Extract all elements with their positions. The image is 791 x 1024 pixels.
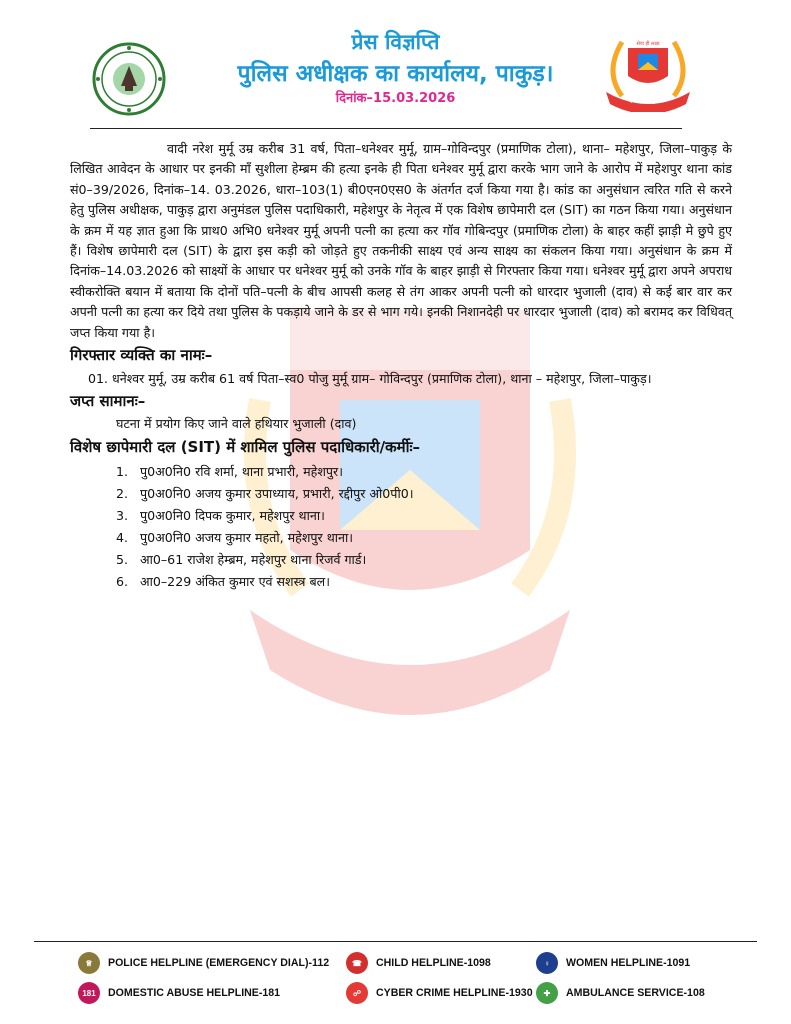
press-release-title: प्रेस विज्ञप्ति xyxy=(351,30,440,54)
seized-heading: जप्त सामानः– xyxy=(70,392,146,411)
cyber-icon: ☍ xyxy=(346,982,368,1004)
press-release-body xyxy=(70,139,732,593)
team-member: 4. पु0अ0नि0 अजय कुमार महतो, महेशपुर थाना। xyxy=(116,529,354,545)
women-icon: ♀ xyxy=(536,952,558,974)
sit-team-heading: विशेष छापेमारी दल (SIT) में शामिल पुलिस पदाधिकारी/कर्मीः– xyxy=(70,437,420,456)
helpline-police: ♕ POLICE HELPLINE (EMERGENCY DIAL)-112 xyxy=(78,952,329,974)
office-title: पुलिस अधीक्षक का कार्यालय, पाकुड़। xyxy=(237,61,554,87)
sit-team-list xyxy=(116,461,732,593)
helpline-footer xyxy=(78,948,718,1018)
team-member: 3. पु0अ0नि0 दिपक कुमार, महेशपुर थाना। xyxy=(116,507,325,523)
helpline-ambulance: ✚ AMBULANCE SERVICE-108 xyxy=(536,982,705,1004)
arrested-person-details: 01. धनेश्वर मुर्मू, उम्र करीब 61 वर्ष पिता–स्व0 पोजु मुर्मू ग्राम– गोविन्दपुर (प्रमाणिक टोला), थाना – महेशपुर, जिला–पाकुड़। xyxy=(88,371,652,387)
press-release-header xyxy=(0,0,791,130)
header-divider xyxy=(90,128,682,129)
footer-divider xyxy=(34,941,757,942)
case-description-paragraph: वादी नरेश मुर्मू उम्र करीब 31 वर्ष, पिता–धनेश्वर मुर्मू, ग्राम–गोविन्दपुर (प्रमाणिक टोला), थाना– महेशपुर, जिला–पाकुड़ के लिखित आवेदन के आधार पर इनकी माँ सुशीला हेम्ब्रम की हत्या इनके ही पिता धनेश्वर मुर्मू द्वारा करके भाग जाने के आरोप में महेशपुर थाना कांड सं0–39/2026, दिनांक–14. 03.2026, धारा–103(1) बी0एन0एस0 के अंतर्गत दर्ज किया गया है। कांड का अनुसंधान त्वरित गति से करने हेतु पुलिस अधीक्षक, पाकुड़ द्वारा अनुमंडल पुलिस पदाधिकारी, महेशपुर के नेतृत्व में एक विशेष छापेमारी दल (SIT) का गठन किया गया। अनुसंधान के क्रम में यह ज्ञात हुआ कि प्राथ0 अभि0 धनेश्वर मुर्मू अपनी पत्नी का हत्या कर गॉव गोबिन्दपुर (प्रमाणिक टोला) के बाहर कहीं झाड़ी मे छुपे हुए हैं। विशेष छापेमारी दल (SIT) के द्वारा इस कड़ी को जोड़ते हुए तकनीकी साक्ष्य एवं अन्य साक्ष्य का संकलन किया गया। अनुसंधान के क्रम में दिनांक–14.03.2026 को साक्ष्यों के आधार पर धनेश्वर मुर्मू को उनके गॉव के बाहर झाड़ी से गिरफ्तार किया गया। धनेश्वर मुर्मू द्वारा अपने अपराध स्वीकरोक्ति बयान में बताया कि दोनों पति–पत्नी के बीच आपसी कलह से तंग आकर अपनी पत्नी को धारदार भुजाली (दाव) से कई बार वार कर अपनी पत्नी का हत्या कर दिये तथा पुलिस के पकड़ाये जाने के डर से भाग गये। इनकी निशानदेही पर धारदार भुजाली (दाव) को बरामद कर विधिवत् जप्त किया गया है। xyxy=(70,141,732,340)
helpline-child: ☎ CHILD HELPLINE-1098 xyxy=(346,952,491,974)
arrested-heading: गिरफ्तार व्यक्ति का नामः– xyxy=(70,346,213,365)
child-icon: ☎ xyxy=(346,952,368,974)
helpline-women: ♀ WOMEN HELPLINE-1091 xyxy=(536,952,690,974)
jharkhand-police-logo-icon xyxy=(600,32,696,112)
team-member: 6. आ0–229 अंकित कुमार एवं सशस्त्र बल। xyxy=(116,573,330,589)
police-icon: ♕ xyxy=(78,952,100,974)
seized-item: घटना में प्रयोग किए जाने वाले हथियार भुजाली (दाव) xyxy=(116,416,357,432)
ambulance-icon: ✚ xyxy=(536,982,558,1004)
svg-text:सेवा ही लक्ष्य: सेवा ही लक्ष्य xyxy=(636,41,660,47)
team-member: 5. आ0–61 राजेश हेम्ब्रम, महेशपुर थाना रिजर्व गार्ड। xyxy=(116,551,367,567)
team-member: 2. पु0अ0नि0 अजय कुमार उपाध्याय, प्रभारी, रद्दीपुर ओ0पी0। xyxy=(116,485,414,501)
svg-text:झारखंड पुलिस: झारखंड पुलिस xyxy=(629,96,667,104)
team-member: 1. पु0अ0नि0 रवि शर्मा, थाना प्रभारी, महेशपुर। xyxy=(116,463,343,479)
domestic-icon: 181 xyxy=(78,982,100,1004)
helpline-domestic-abuse: 181 DOMESTIC ABUSE HELPLINE-181 xyxy=(78,982,280,1004)
release-date: दिनांक–15.03.2026 xyxy=(335,91,456,106)
helpline-cyber-crime: ☍ CYBER CRIME HELPLINE-1930 xyxy=(346,982,533,1004)
